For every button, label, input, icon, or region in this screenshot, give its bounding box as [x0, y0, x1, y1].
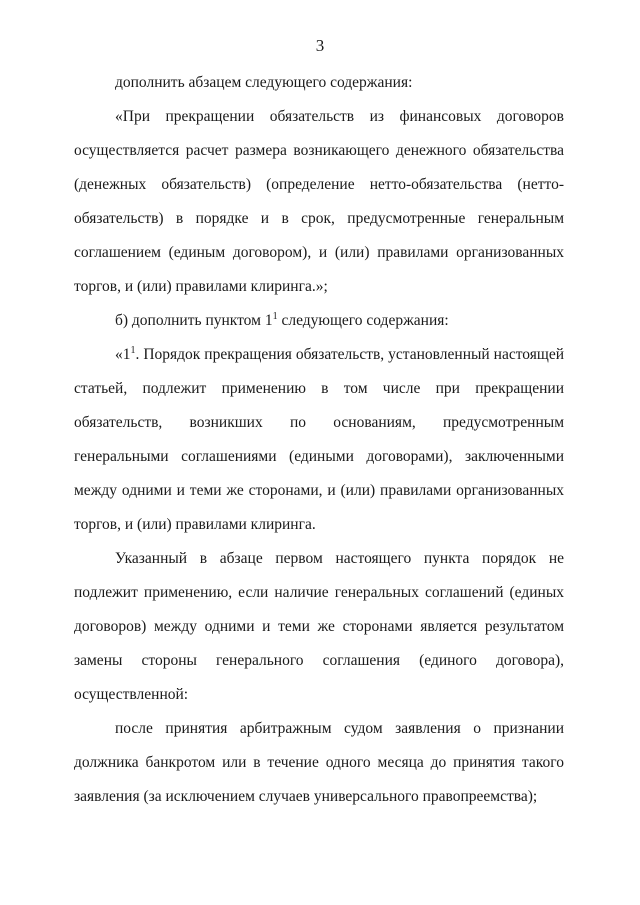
paragraph-add-subparagraph: дополнить абзацем следующего содержания: [115, 74, 413, 91]
page-number: 3 [315, 36, 325, 55]
superscript-index: 1 [272, 311, 278, 322]
paragraph-point-1-1-number: «1 [115, 346, 131, 363]
paragraph-add-point-text-end: следующего содержания: [277, 312, 449, 329]
paragraph-add-point-text: б) дополнить пунктом 1 [115, 312, 273, 329]
superscript-index: 1 [130, 345, 136, 356]
paragraph-add-point [74, 304, 564, 338]
paragraph-termination-obligations: «При прекращении обязательств из финансовых договоров осуществляется расчет размера возникающего денежного обязательства (денежных обязательств) (определение нетто-обязательства (нетто-обязательств) в порядке и в срок, предусмотренные генеральным соглашением (единым договором), и (или) правилами организованных торгов, и (или) правилами клиринга.»; [74, 108, 564, 295]
document-body [74, 66, 564, 814]
paragraph-point-1-1 [74, 338, 564, 542]
paragraph-after-acceptance: после принятия арбитражным судом заявления о признании должника банкротом или в течение одного месяца до принятия такого заявления (за исключением случаев универсального правопреемства); [74, 720, 564, 805]
paragraph-not-applicable: Указанный в абзаце первом настоящего пункта порядок не подлежит применению, если наличие генеральных соглашений (единых договоров) между одними и теми же сторонами является результатом замены стороны генерального соглашения (единого договора), осуществленной: [74, 550, 564, 703]
paragraph-point-1-1-text: . Порядок прекращения обязательств, установленный настоящей статьей, подлежит применению в том числе при прекращении обязательств, возникших по основаниям, предусмотренным генеральными соглашениями (едиными договорами), заключенными между одними и теми же сторонами, и (или) правилами организованных торгов, и (или) правилами клиринга. [74, 346, 564, 533]
